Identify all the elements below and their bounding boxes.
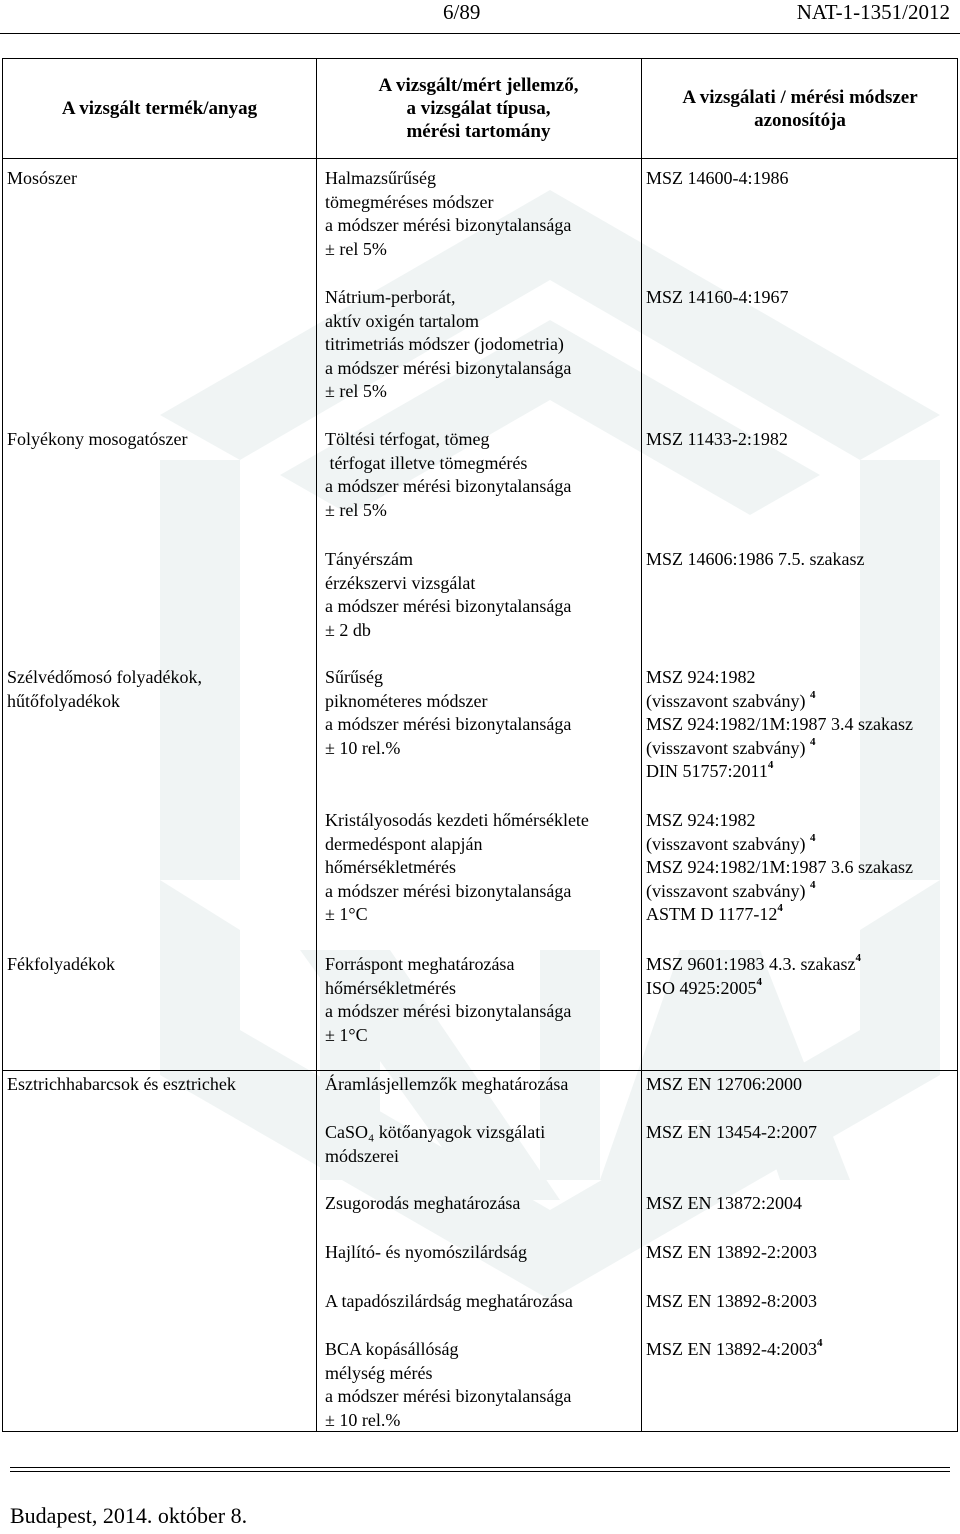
- property-cell: [325, 286, 571, 404]
- method-cell: [646, 666, 913, 784]
- property-cell-line: titrimetriás módszer (jodometria): [325, 334, 564, 354]
- product-cell-line: Mosószer: [7, 168, 77, 188]
- method-cell: [646, 953, 861, 1000]
- property-cell-line: mélység mérés: [325, 1362, 433, 1383]
- row-divider: [3, 1070, 957, 1071]
- property-cell-line: dermedéspont alapján: [325, 833, 483, 854]
- header-rule: [0, 33, 960, 34]
- method-cell: [646, 1192, 802, 1216]
- property-cell-line: a módszer mérési bizonytalansága: [325, 476, 572, 496]
- method-cell: [646, 1121, 817, 1145]
- method-cell-line: MSZ 924:1982: [646, 810, 756, 830]
- product-cell-line: Folyékony mosogatószer: [7, 429, 188, 449]
- property-cell-line: ± 10 rel.%: [325, 737, 401, 758]
- footnote-marker: 4: [767, 759, 774, 771]
- property-cell: [325, 548, 571, 642]
- method-cell-line: MSZ EN 13872:2004: [646, 1193, 803, 1213]
- footnote-marker: 4: [777, 902, 783, 914]
- property-cell-line: érzékszervi vizsgálat: [325, 572, 476, 593]
- property-cell-line: Kristályosodás kezdeti hőmérséklete: [325, 810, 589, 830]
- method-cell: [646, 809, 913, 927]
- method-cell-line: MSZ 11433-2:1982: [646, 429, 788, 449]
- method-cell-line: MSZ 9601:1983 4.3. szakasz$^4$: [646, 952, 861, 974]
- property-cell-line: ± rel 5%: [325, 499, 387, 520]
- property-cell-line: Forráspont meghatározása: [325, 954, 515, 974]
- property-cell-line: Hajlító- és nyomószilárdság: [325, 1242, 527, 1262]
- method-cell-line: MSZ 924:1982/1M:1987 3.6 szakasz: [646, 857, 913, 877]
- property-cell: [325, 1073, 568, 1097]
- column-header-method-text: A vizsgálati / mérési módszer azonosítója: [682, 86, 918, 131]
- method-cell-line: MSZ EN 13454-2:2007: [646, 1122, 817, 1142]
- method-cell: [646, 1241, 817, 1265]
- property-cell-line: Töltési térfogat, tömeg: [325, 429, 490, 449]
- method-cell: [646, 1290, 817, 1314]
- property-cell-line: ± 1°C: [325, 904, 368, 924]
- property-cell-line: ± 2 db: [325, 619, 371, 640]
- footnote-marker: 4: [817, 1337, 823, 1349]
- property-cell: [325, 1241, 527, 1265]
- method-cell: [646, 286, 789, 310]
- method-cell-line: ASTM D $1177-12^4$: [646, 902, 783, 924]
- footnote-marker: 4: [855, 952, 861, 964]
- property-cell-line: a módszer mérési bizonytalansága: [325, 1386, 572, 1406]
- header-divider: [3, 158, 957, 159]
- method-cell-line: MSZ EN 12706:2000: [646, 1074, 803, 1094]
- property-cell-line: ± rel 5%: [325, 381, 387, 401]
- property-cell-line: hőmérsékletmérés: [325, 857, 456, 877]
- method-cell: [646, 1073, 802, 1097]
- method-cell-line: MSZ EN 13892-4:2003$^4$: [646, 1337, 823, 1359]
- product-cell: [7, 953, 115, 977]
- footnote-marker: 4: [809, 735, 816, 748]
- method-cell-line: MSZ 924:1982/1M:1987 3.4 szakasz: [646, 714, 913, 734]
- property-cell-line: ± rel 5%: [325, 238, 387, 259]
- method-cell: [646, 548, 864, 572]
- property-cell-line: ± 10 rel.%: [325, 1409, 401, 1430]
- property-cell-line: módszerei: [325, 1145, 399, 1166]
- footer-rule: [10, 1467, 950, 1468]
- property-cell: [325, 1121, 545, 1168]
- property-cell: [325, 953, 571, 1047]
- product-cell-line: Fékfolyadékok: [7, 954, 115, 974]
- property-cell: [325, 1338, 571, 1432]
- property-cell: [325, 666, 571, 760]
- property-cell-line: hőmérsékletmérés: [325, 977, 456, 998]
- property-cell-line: a módszer mérési bizonytalansága: [325, 596, 572, 616]
- property-cell-line: ± 1°C: [325, 1024, 368, 1045]
- method-cell-line: MSZ 14160-4:1967: [646, 287, 789, 307]
- property-cell-line: Áramlásjellemzők meghatározása: [325, 1074, 569, 1094]
- property-cell-line: tömegméréses módszer: [325, 191, 494, 212]
- method-cell-line: MSZ 924:1982: [646, 667, 756, 687]
- product-cell-line: Szélvédőmosó folyadékok,: [7, 667, 202, 687]
- property-cell-line: Zsugorodás meghatározása: [325, 1193, 521, 1213]
- product-cell: [7, 666, 202, 713]
- footnote-marker: 4: [809, 688, 816, 701]
- property-cell: [325, 1290, 573, 1314]
- method-cell: [646, 428, 788, 452]
- property-cell-line: piknométeres módszer: [325, 690, 488, 711]
- property-cell: [325, 167, 571, 261]
- property-cell-line: a módszer mérési bizonytalansága: [325, 880, 572, 901]
- property-cell-line: térfogat illetve tömegmérés: [325, 452, 528, 473]
- page-number: 6/89: [443, 0, 481, 24]
- property-cell-line: Tányérszám: [325, 549, 413, 569]
- method-cell-line: MSZ EN 13892-8:2003: [646, 1291, 817, 1311]
- product-cell-line: hűtőfolyadékok: [7, 690, 120, 711]
- column-header-product: A vizsgált termék/anyag: [61, 98, 258, 119]
- column-header-method: [641, 59, 959, 158]
- property-cell-line: Halmazsűrűség: [325, 168, 436, 188]
- method-cell-line: (visszavont szabvány) $^4$: [646, 878, 816, 901]
- footer-place-date: Budapest, 2014. október 8.: [10, 1503, 248, 1528]
- footnote-marker: 4: [756, 975, 763, 988]
- method-cell-line: MSZ 14600-4:1986: [646, 168, 789, 188]
- method-cell-line: MSZ 14606:1986 7.5. szakasz: [646, 549, 865, 569]
- accreditation-table: [2, 58, 958, 1432]
- property-cell-line: Nátrium-perborát,: [325, 287, 456, 307]
- product-cell: [7, 1073, 236, 1097]
- method-cell-line: DIN 51757:2011$^4$: [646, 759, 774, 781]
- document-id: NAT-1-1351/2012: [796, 0, 950, 24]
- property-cell: [325, 428, 571, 522]
- product-cell: [7, 167, 77, 191]
- property-cell: [325, 809, 589, 927]
- method-cell-line: (visszavont szabvány) $^4$: [646, 735, 816, 758]
- method-cell-line: (visszavont szabvány) $^4$: [646, 831, 816, 854]
- property-cell-line: a módszer mérési bizonytalansága: [325, 1001, 572, 1021]
- property-cell-line: CaSO₄ kötőanyagok vizsgálati: [325, 1122, 546, 1142]
- column-header-property-text: A vizsgált/mért jellemző, a vizsgálat típusa, mérési tartomány: [378, 75, 579, 142]
- property-cell-line: a módszer mérési bizonytalansága: [325, 215, 572, 235]
- product-cell: [7, 428, 187, 452]
- method-cell-line: (visszavont szabvány) $^4$: [646, 688, 816, 711]
- footnote-marker: 4: [809, 878, 816, 891]
- product-cell-line: Esztrichhabarcsok és esztrichek: [7, 1074, 236, 1094]
- method-cell-line: MSZ EN 13892-2:2003: [646, 1242, 817, 1262]
- property-cell: [325, 1192, 520, 1216]
- method-cell-line: ISO 4925:2005$^4$: [646, 975, 763, 998]
- method-cell: [646, 1338, 823, 1362]
- footnote-marker: 4: [809, 831, 816, 844]
- property-cell-line: a módszer mérési bizonytalansága: [325, 357, 572, 378]
- property-cell-line: a módszer mérési bizonytalansága: [325, 714, 572, 734]
- property-cell-line: BCA kopásállóság: [325, 1339, 459, 1359]
- footer-rule-second: [10, 1471, 950, 1472]
- property-cell-line: Sűrűség: [325, 667, 383, 687]
- method-cell: [646, 167, 789, 191]
- column-header-property: [316, 59, 641, 158]
- property-cell-line: aktív oxigén tartalom: [325, 310, 479, 331]
- column-divider: [641, 59, 642, 1431]
- column-divider: [316, 59, 317, 1431]
- property-cell-line: A tapadószilárdság meghatározása: [325, 1291, 573, 1311]
